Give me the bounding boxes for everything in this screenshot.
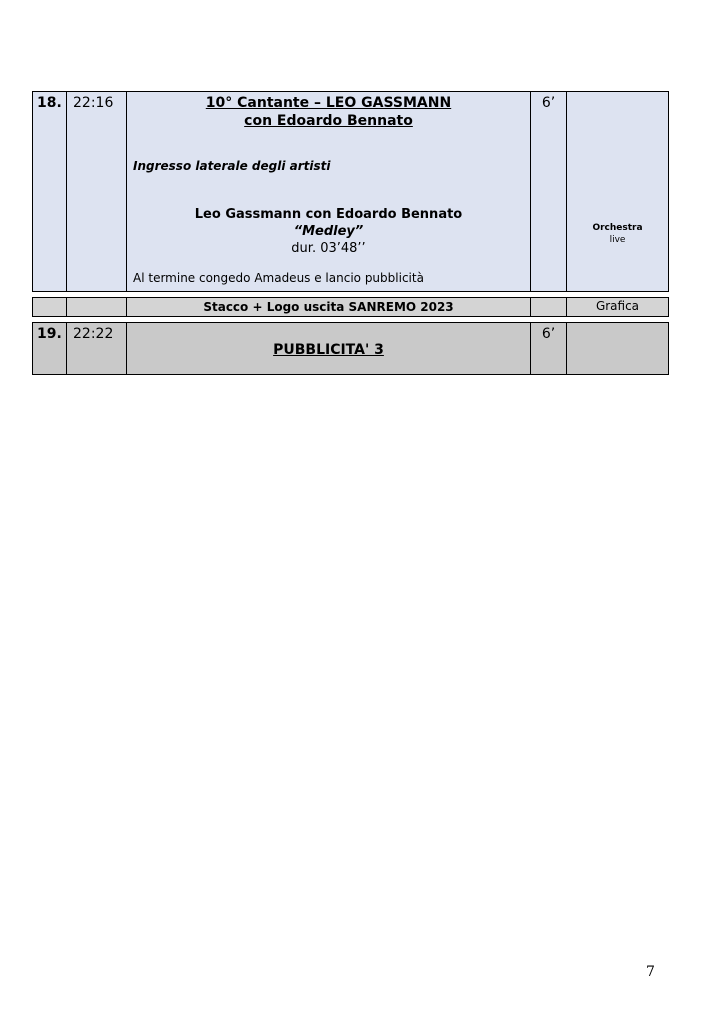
page-number: 7 xyxy=(646,964,655,980)
row-time: 22:22 xyxy=(67,323,127,374)
row-title: PUBBLICITA' 3 xyxy=(273,342,384,358)
stacco-label: Stacco + Logo uscita SANREMO 2023 xyxy=(127,298,531,316)
row-title-line1: 10° Cantante – LEO GASSMANN xyxy=(205,95,452,111)
song-title: “Medley” xyxy=(293,224,364,239)
row-number: 18. xyxy=(33,92,67,291)
row-side-empty xyxy=(567,323,668,374)
schedule-row-19 xyxy=(32,322,669,375)
live-label: live xyxy=(609,235,626,245)
row-number-empty xyxy=(33,298,67,316)
row-time-empty xyxy=(67,298,127,316)
row-title xyxy=(127,94,530,130)
grafica-label: Grafica xyxy=(567,298,668,316)
performance-block xyxy=(127,206,530,257)
row-side-notes xyxy=(567,92,668,291)
performer-name: Leo Gassmann con Edoardo Bennato xyxy=(194,207,463,222)
closing-note: Al termine congedo Amadeus e lancio pubblicità xyxy=(133,271,424,285)
row-content xyxy=(127,323,531,374)
row-duration: 6’ xyxy=(531,323,567,374)
schedule-row-stacco xyxy=(32,297,669,317)
orchestra-label: Orchestra xyxy=(592,223,643,233)
row-duration-empty xyxy=(531,298,567,316)
row-time: 22:16 xyxy=(67,92,127,291)
row-title-line2: con Edoardo Bennato xyxy=(244,113,413,129)
schedule-row-18 xyxy=(32,91,669,292)
song-duration: dur. 03’48’’ xyxy=(291,241,366,256)
row-number: 19. xyxy=(33,323,67,374)
entry-note: Ingresso laterale degli artisti xyxy=(133,159,331,173)
row-duration: 6’ xyxy=(531,92,567,291)
row-content xyxy=(127,92,531,291)
